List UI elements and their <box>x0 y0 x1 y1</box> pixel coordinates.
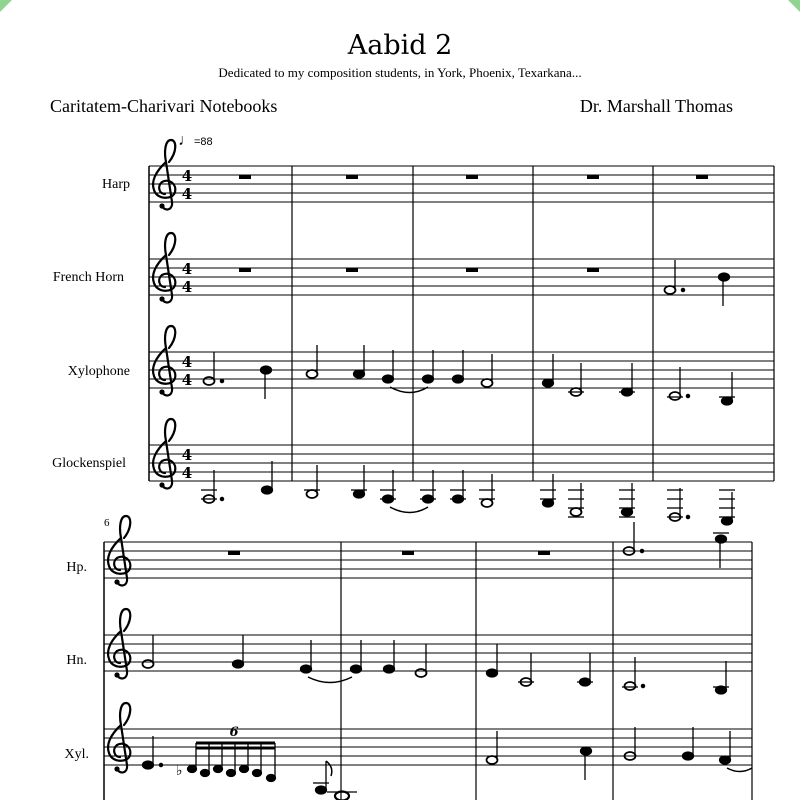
time-sig-den: 4 <box>181 371 193 389</box>
time-sig-num: 4 <box>181 446 193 464</box>
xylophone-notes <box>204 345 736 405</box>
time-sig-den: 4 <box>181 185 193 203</box>
composer-label: Dr. Marshall Thomas <box>579 96 733 116</box>
instrument-label-hn: Hn. <box>66 653 87 668</box>
time-sig-den: 4 <box>181 464 193 482</box>
tuplet-label: 6 <box>229 725 239 740</box>
instrument-label-xyl: Xyl. <box>64 747 89 762</box>
time-sig-den: 4 <box>181 278 193 296</box>
time-sig-num: 4 <box>181 260 193 278</box>
score-title: Aabid 2 <box>347 30 453 61</box>
quarter-note-icon: ♩ <box>178 132 194 149</box>
whole-rest <box>466 175 478 179</box>
instrument-label-glockenspiel: Glockenspiel <box>52 456 126 471</box>
score-subtitle: Dedicated to my composition students, in York, Phoenix, Texarkana... <box>218 65 582 80</box>
staff-harp <box>149 166 774 202</box>
whole-rest <box>696 175 708 179</box>
barlines <box>292 166 774 481</box>
instrument-label-xylophone: Xylophone <box>67 364 130 379</box>
glockenspiel-notes <box>201 461 735 525</box>
half-note-head <box>665 286 676 294</box>
staff-hn <box>104 635 752 671</box>
tempo-value: =88 <box>194 136 213 148</box>
quarter-note-head <box>719 273 730 281</box>
whole-rest <box>346 268 358 272</box>
time-sig-num: 4 <box>181 353 193 371</box>
instrument-label-harp: Harp <box>102 177 130 192</box>
staff-glockenspiel <box>149 445 774 481</box>
time-signatures <box>182 167 192 482</box>
system-1 <box>149 140 774 525</box>
time-sig-num: 4 <box>181 167 193 185</box>
note-group <box>665 260 730 306</box>
whole-rest <box>538 551 550 555</box>
hp-notes <box>624 522 730 568</box>
instrument-label-french-horn: French Horn <box>52 270 124 285</box>
whole-rest <box>228 551 240 555</box>
whole-rest <box>402 551 414 555</box>
measure-number: 6 <box>104 517 110 529</box>
whole-rest <box>346 175 358 179</box>
whole-rest <box>466 268 478 272</box>
whole-rest <box>239 175 251 179</box>
flat-icon: ♭ <box>176 763 183 779</box>
publisher-label: Caritatem-Charivari Notebooks <box>50 96 278 116</box>
instrument-label-hp: Hp. <box>66 560 87 575</box>
whole-rest <box>587 268 599 272</box>
whole-rest <box>587 175 599 179</box>
staff-hp <box>104 542 752 578</box>
system-2 <box>104 516 752 800</box>
staff-french-horn <box>149 259 774 295</box>
whole-rest <box>239 268 251 272</box>
